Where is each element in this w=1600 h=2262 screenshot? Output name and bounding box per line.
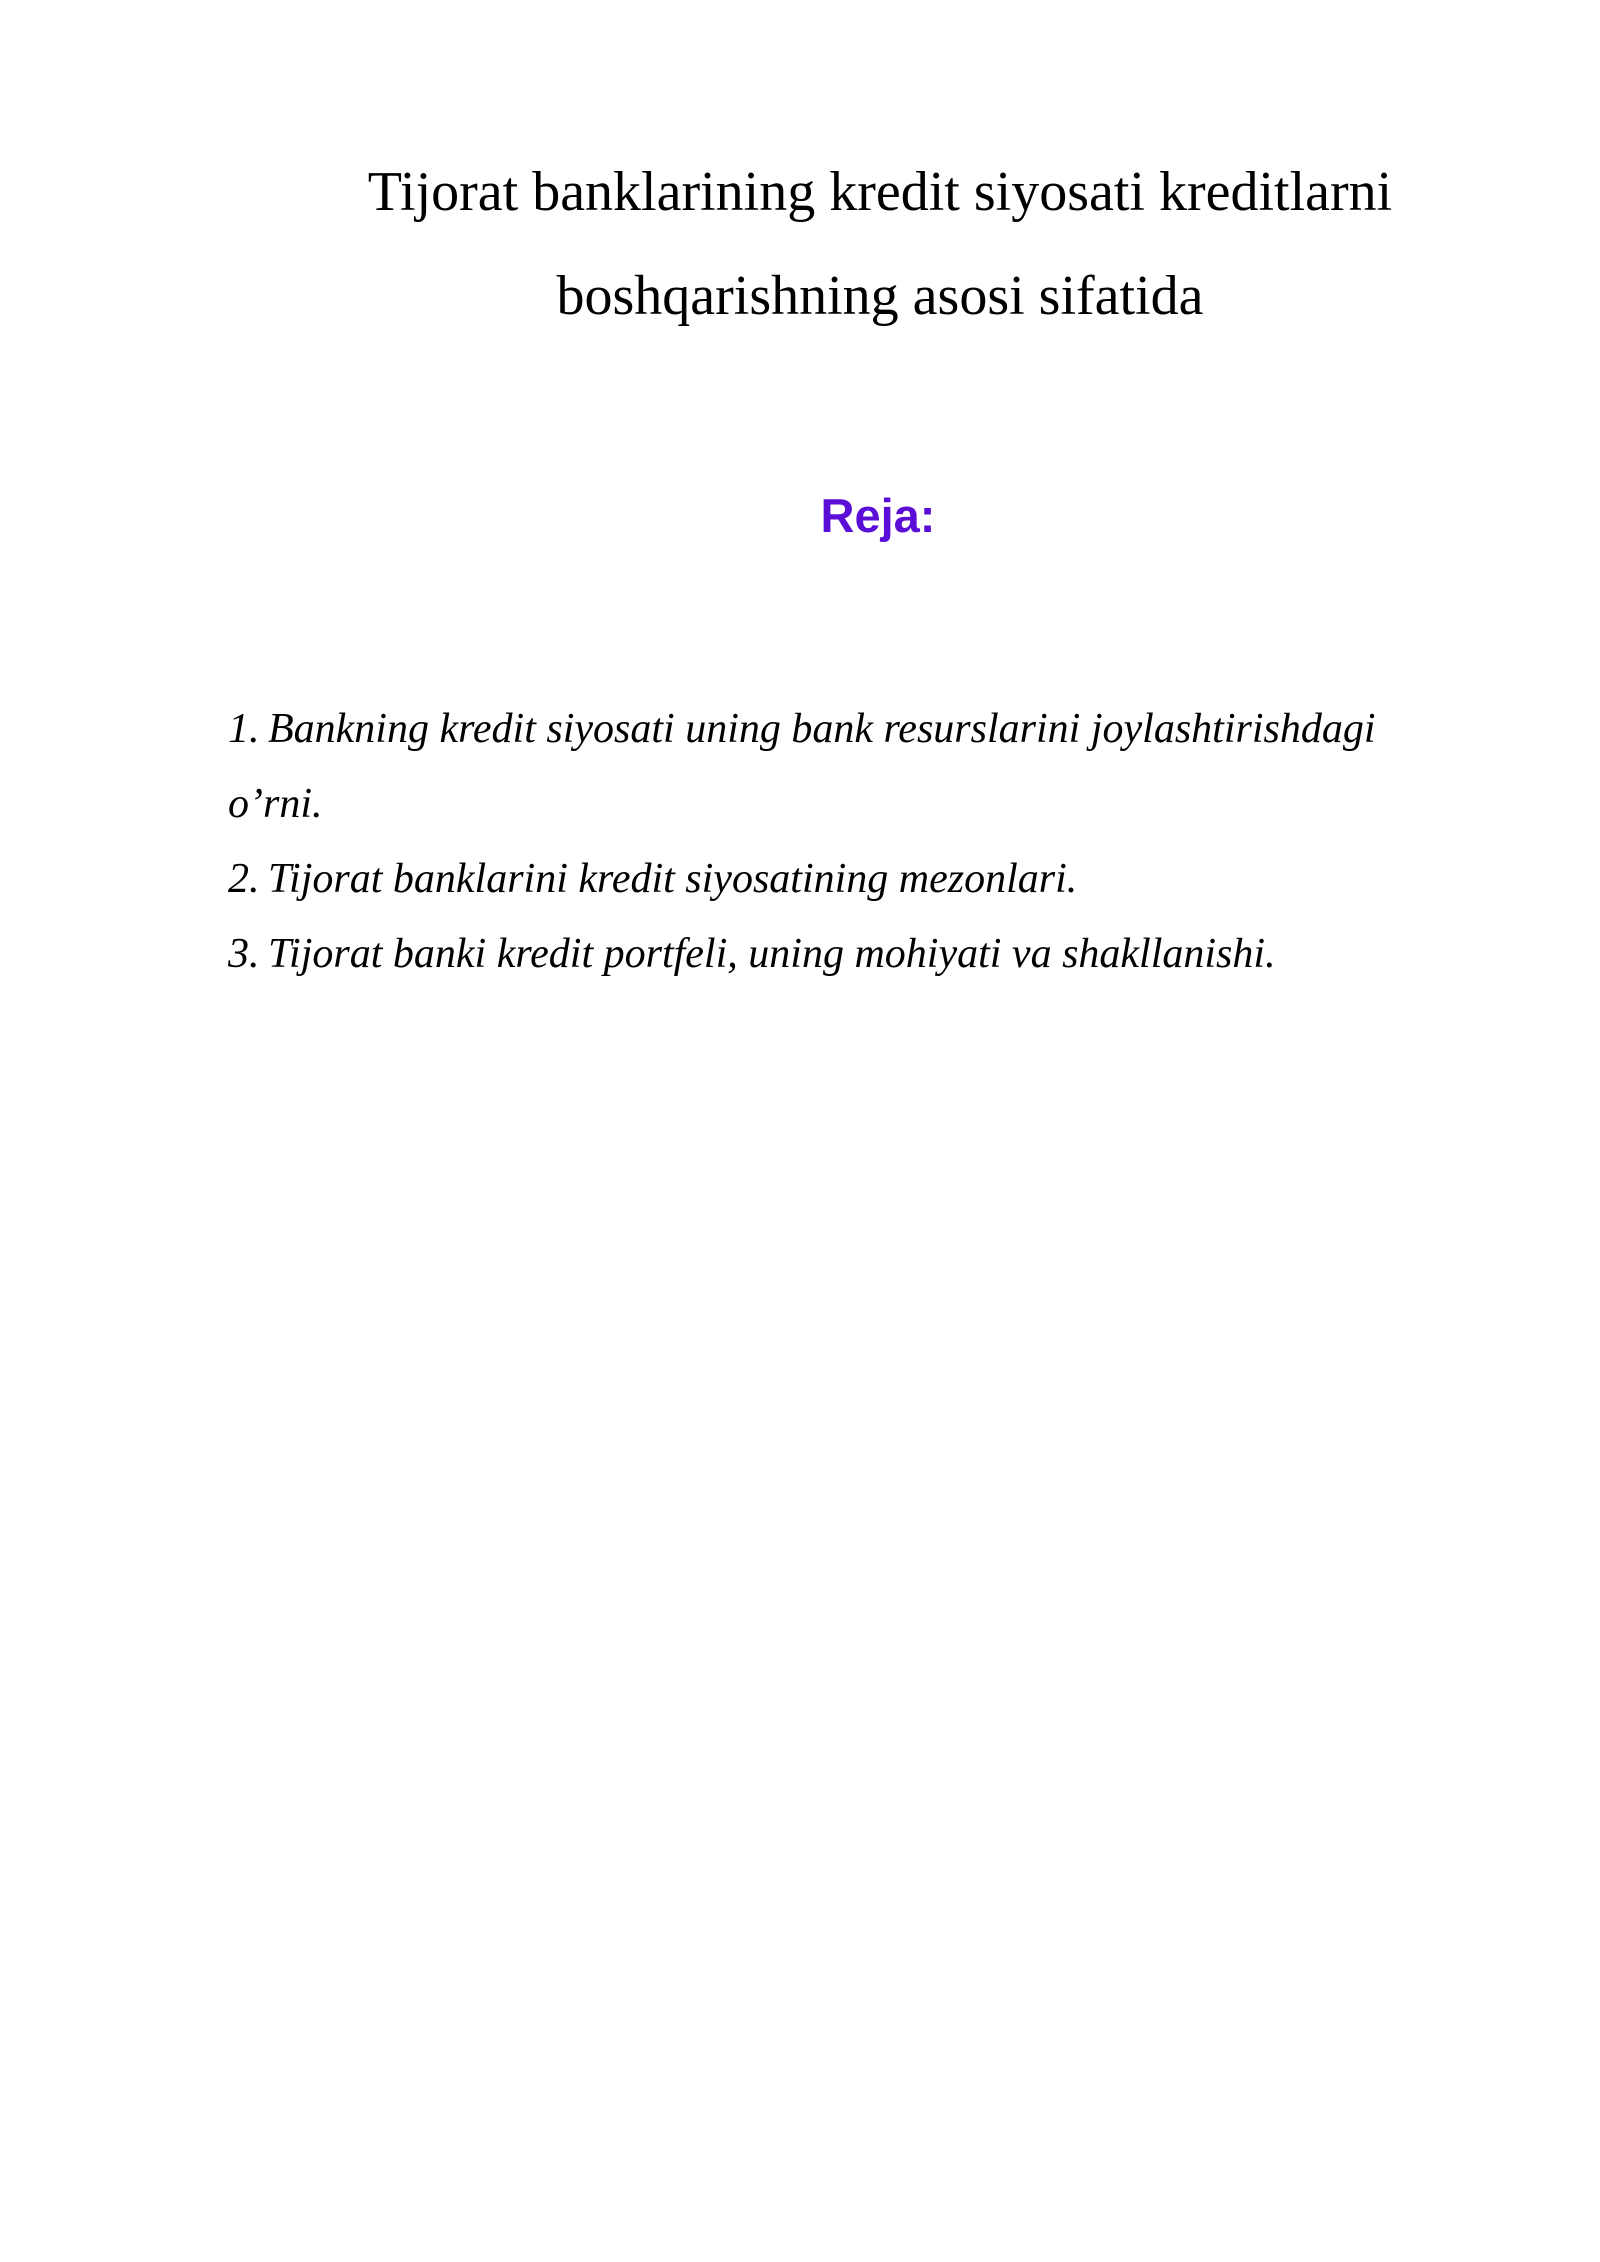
plan-item-2-number: 2. — [228, 856, 260, 902]
plan-item-3-number: 3. — [228, 931, 260, 977]
plan-item-3 — [228, 917, 1458, 992]
plan-item-1 — [228, 692, 1458, 842]
plan-list — [228, 692, 1458, 992]
document-title — [230, 140, 1530, 348]
plan-item-2-text: Tijorat banklarini kredit siyosatining mezonlari. — [268, 856, 1078, 902]
plan-item-1-number: 1. — [228, 706, 260, 752]
document-title-line-2: boshqarishning asosi sifatida — [556, 265, 1204, 327]
plan-item-1-text: Bankning kredit siyosati uning bank resurslarini joylashtirishdagi o’rni. — [228, 706, 1376, 827]
document-title-line-1: Tijorat banklarining kredit siyosati kreditlarni — [367, 161, 1393, 223]
plan-item-3-text: Tijorat banki kredit portfeli, uning mohiyati va shakllanishi. — [268, 931, 1276, 977]
plan-item-2 — [228, 842, 1458, 917]
plan-heading: Reja: — [820, 489, 936, 542]
